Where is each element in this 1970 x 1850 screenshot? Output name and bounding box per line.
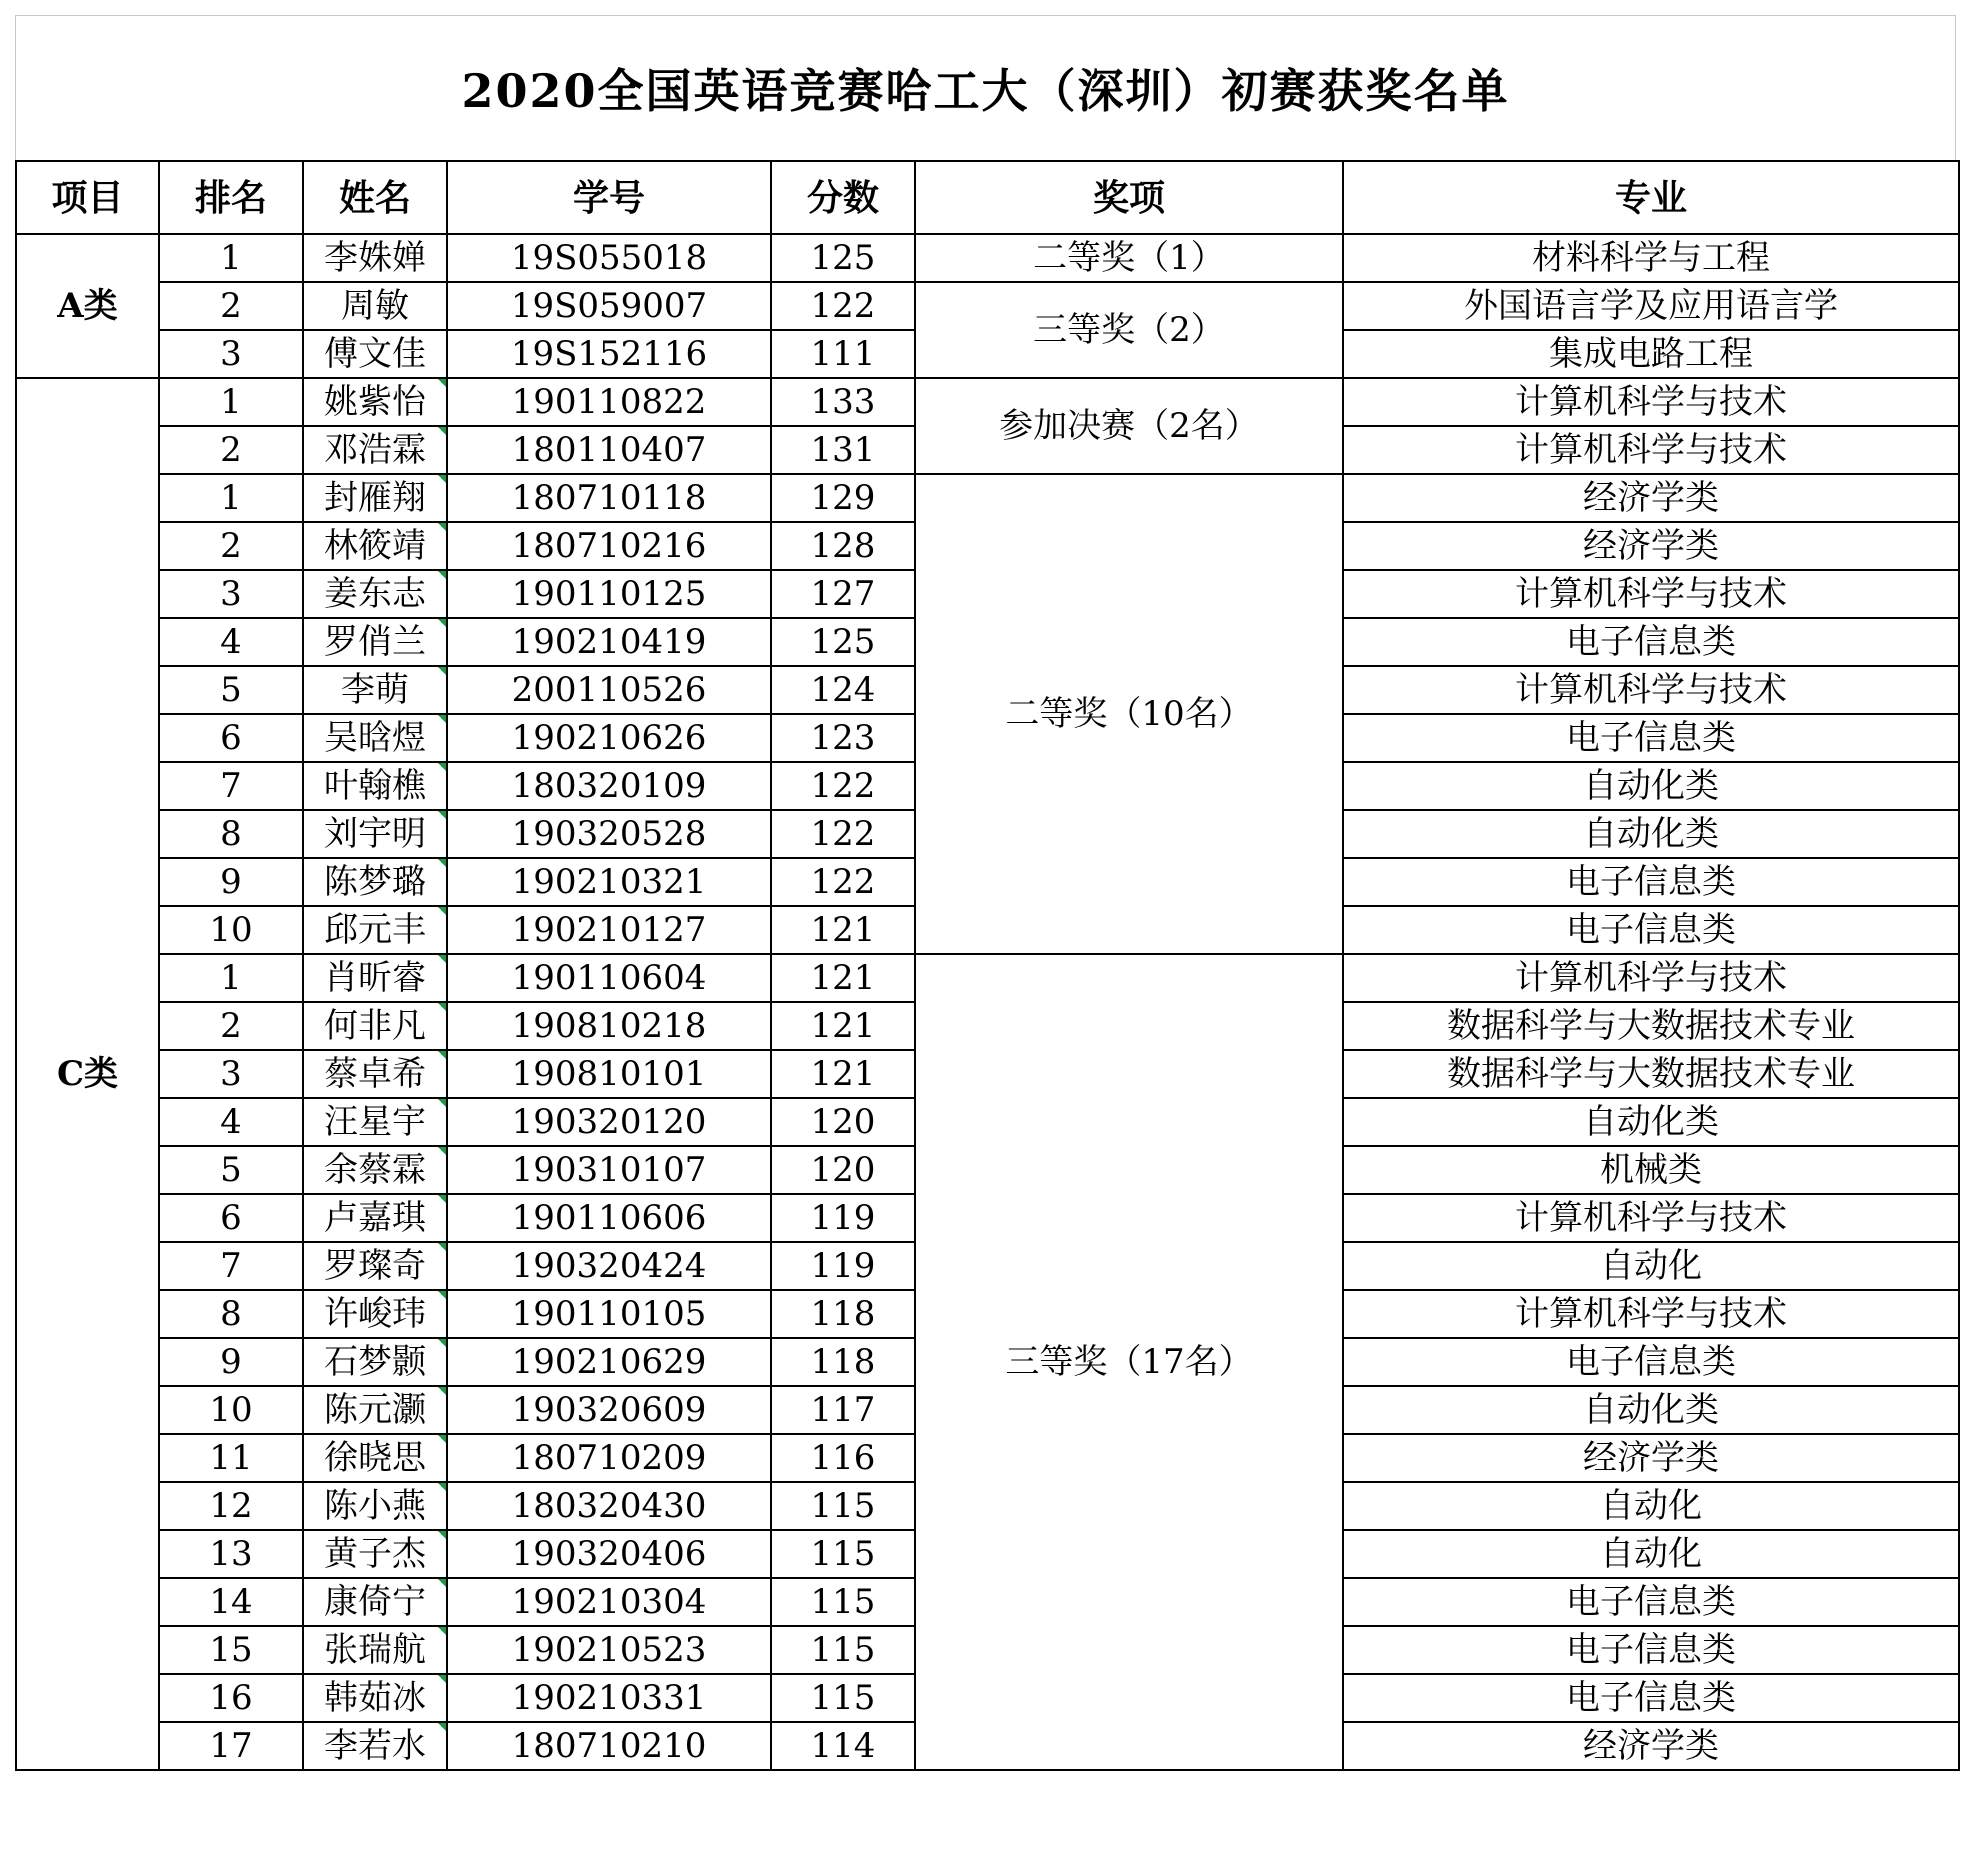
header-award[interactable]: 奖项 bbox=[915, 161, 1343, 234]
student-id-cell[interactable]: 19S059007 bbox=[447, 282, 771, 330]
table-row bbox=[16, 282, 1959, 330]
score-cell[interactable]: 120 bbox=[771, 1098, 915, 1146]
table-row bbox=[16, 954, 1959, 1002]
header-score[interactable]: 分数 bbox=[771, 161, 915, 234]
name-cell[interactable]: 林筱靖 bbox=[303, 522, 447, 570]
name-cell[interactable]: 邱元丰 bbox=[303, 906, 447, 954]
major-cell[interactable]: 数据科学与大数据技术专业 bbox=[1343, 1002, 1959, 1050]
score-cell[interactable]: 122 bbox=[771, 762, 915, 810]
name-cell[interactable]: 陈小燕 bbox=[303, 1482, 447, 1530]
name-cell[interactable]: 李萌 bbox=[303, 666, 447, 714]
student-id-cell[interactable]: 190110604 bbox=[447, 954, 771, 1002]
score-cell[interactable]: 121 bbox=[771, 1050, 915, 1098]
score-cell[interactable]: 128 bbox=[771, 522, 915, 570]
name-cell[interactable]: 卢嘉琪 bbox=[303, 1194, 447, 1242]
student-id-cell[interactable]: 190210331 bbox=[447, 1674, 771, 1722]
rank-cell[interactable]: 12 bbox=[159, 1482, 303, 1530]
rank-cell[interactable]: 4 bbox=[159, 1098, 303, 1146]
major-cell[interactable]: 电子信息类 bbox=[1343, 1338, 1959, 1386]
major-cell[interactable]: 电子信息类 bbox=[1343, 618, 1959, 666]
score-cell[interactable]: 111 bbox=[771, 330, 915, 378]
student-id-cell[interactable]: 190110606 bbox=[447, 1194, 771, 1242]
name-cell[interactable]: 蔡卓希 bbox=[303, 1050, 447, 1098]
name-cell[interactable]: 邓浩霖 bbox=[303, 426, 447, 474]
student-id-cell[interactable]: 190320609 bbox=[447, 1386, 771, 1434]
rank-cell[interactable]: 4 bbox=[159, 618, 303, 666]
student-id-cell[interactable]: 190210626 bbox=[447, 714, 771, 762]
score-cell[interactable]: 115 bbox=[771, 1578, 915, 1626]
score-cell[interactable]: 121 bbox=[771, 954, 915, 1002]
score-cell[interactable]: 119 bbox=[771, 1194, 915, 1242]
student-id-cell[interactable]: 190210127 bbox=[447, 906, 771, 954]
table-row bbox=[16, 378, 1959, 426]
rank-cell[interactable]: 3 bbox=[159, 570, 303, 618]
score-cell[interactable]: 125 bbox=[771, 234, 915, 282]
header-rank[interactable]: 排名 bbox=[159, 161, 303, 234]
header-student-id[interactable]: 学号 bbox=[447, 161, 771, 234]
major-cell[interactable]: 电子信息类 bbox=[1343, 906, 1959, 954]
score-cell[interactable]: 123 bbox=[771, 714, 915, 762]
score-cell[interactable]: 131 bbox=[771, 426, 915, 474]
award-cell[interactable]: 二等奖（10名） bbox=[915, 474, 1343, 954]
rank-cell[interactable]: 10 bbox=[159, 1386, 303, 1434]
rank-cell[interactable]: 10 bbox=[159, 906, 303, 954]
category-cell[interactable]: A类 bbox=[16, 234, 159, 378]
student-id-cell[interactable]: 180710210 bbox=[447, 1722, 771, 1770]
rank-cell[interactable]: 5 bbox=[159, 1146, 303, 1194]
name-cell[interactable]: 余蔡霖 bbox=[303, 1146, 447, 1194]
rank-cell[interactable]: 2 bbox=[159, 282, 303, 330]
student-id-cell[interactable]: 180710209 bbox=[447, 1434, 771, 1482]
major-cell[interactable]: 自动化 bbox=[1343, 1482, 1959, 1530]
rank-cell[interactable]: 3 bbox=[159, 330, 303, 378]
student-id-cell[interactable]: 190810218 bbox=[447, 1002, 771, 1050]
rank-cell[interactable]: 5 bbox=[159, 666, 303, 714]
major-cell[interactable]: 自动化 bbox=[1343, 1530, 1959, 1578]
major-cell[interactable]: 计算机科学与技术 bbox=[1343, 666, 1959, 714]
student-id-cell[interactable]: 190320424 bbox=[447, 1242, 771, 1290]
rank-cell[interactable]: 3 bbox=[159, 1050, 303, 1098]
rank-cell[interactable]: 14 bbox=[159, 1578, 303, 1626]
student-id-cell[interactable]: 19S055018 bbox=[447, 234, 771, 282]
page-title: 2020全国英语竞赛哈工大（深圳）初赛获奖名单 bbox=[461, 64, 1510, 118]
student-id-cell[interactable]: 190210304 bbox=[447, 1578, 771, 1626]
major-cell[interactable]: 计算机科学与技术 bbox=[1343, 954, 1959, 1002]
score-cell[interactable]: 114 bbox=[771, 1722, 915, 1770]
name-cell[interactable]: 李若水 bbox=[303, 1722, 447, 1770]
major-cell[interactable]: 电子信息类 bbox=[1343, 1626, 1959, 1674]
score-cell[interactable]: 115 bbox=[771, 1482, 915, 1530]
major-cell[interactable]: 计算机科学与技术 bbox=[1343, 1194, 1959, 1242]
major-cell[interactable]: 经济学类 bbox=[1343, 522, 1959, 570]
major-cell[interactable]: 计算机科学与技术 bbox=[1343, 570, 1959, 618]
rank-cell[interactable]: 2 bbox=[159, 1002, 303, 1050]
header-category[interactable]: 项目 bbox=[16, 161, 159, 234]
rank-cell[interactable]: 1 bbox=[159, 234, 303, 282]
score-cell[interactable]: 117 bbox=[771, 1386, 915, 1434]
student-id-cell[interactable]: 190110822 bbox=[447, 378, 771, 426]
rank-cell[interactable]: 1 bbox=[159, 378, 303, 426]
category-cell[interactable]: C类 bbox=[16, 378, 159, 1770]
name-cell[interactable]: 叶翰樵 bbox=[303, 762, 447, 810]
major-cell[interactable]: 电子信息类 bbox=[1343, 1578, 1959, 1626]
rank-cell[interactable]: 7 bbox=[159, 1242, 303, 1290]
major-cell[interactable]: 集成电路工程 bbox=[1343, 330, 1959, 378]
name-cell[interactable]: 陈元灏 bbox=[303, 1386, 447, 1434]
student-id-cell[interactable]: 180320109 bbox=[447, 762, 771, 810]
rank-cell[interactable]: 16 bbox=[159, 1674, 303, 1722]
name-cell[interactable]: 封雁翔 bbox=[303, 474, 447, 522]
award-cell[interactable]: 三等奖（17名） bbox=[915, 954, 1343, 1770]
major-cell[interactable]: 自动化类 bbox=[1343, 1098, 1959, 1146]
spreadsheet bbox=[15, 15, 1958, 1836]
major-cell[interactable]: 机械类 bbox=[1343, 1146, 1959, 1194]
score-cell[interactable]: 116 bbox=[771, 1434, 915, 1482]
rank-cell[interactable]: 2 bbox=[159, 522, 303, 570]
rank-cell[interactable]: 8 bbox=[159, 810, 303, 858]
header-name[interactable]: 姓名 bbox=[303, 161, 447, 234]
award-cell[interactable]: 二等奖（1） bbox=[915, 234, 1343, 282]
score-cell[interactable]: 133 bbox=[771, 378, 915, 426]
score-cell[interactable]: 124 bbox=[771, 666, 915, 714]
score-cell[interactable]: 115 bbox=[771, 1674, 915, 1722]
name-cell[interactable]: 刘宇明 bbox=[303, 810, 447, 858]
name-cell[interactable]: 黄子杰 bbox=[303, 1530, 447, 1578]
major-cell[interactable]: 自动化类 bbox=[1343, 810, 1959, 858]
major-cell[interactable]: 经济学类 bbox=[1343, 1722, 1959, 1770]
name-cell[interactable]: 张瑞航 bbox=[303, 1626, 447, 1674]
major-cell[interactable]: 外国语言学及应用语言学 bbox=[1343, 282, 1959, 330]
name-cell[interactable]: 周敏 bbox=[303, 282, 447, 330]
score-cell[interactable]: 122 bbox=[771, 810, 915, 858]
student-id-cell[interactable]: 190320120 bbox=[447, 1098, 771, 1146]
name-cell[interactable]: 姚紫怡 bbox=[303, 378, 447, 426]
student-id-cell[interactable]: 180710216 bbox=[447, 522, 771, 570]
rank-cell[interactable]: 6 bbox=[159, 1194, 303, 1242]
name-cell[interactable]: 石梦颢 bbox=[303, 1338, 447, 1386]
score-cell[interactable]: 121 bbox=[771, 1002, 915, 1050]
rank-cell[interactable]: 9 bbox=[159, 858, 303, 906]
header-row bbox=[16, 161, 1959, 234]
student-id-cell[interactable]: 180320430 bbox=[447, 1482, 771, 1530]
score-cell[interactable]: 118 bbox=[771, 1338, 915, 1386]
name-cell[interactable]: 徐晓思 bbox=[303, 1434, 447, 1482]
rank-cell[interactable]: 8 bbox=[159, 1290, 303, 1338]
score-cell[interactable]: 121 bbox=[771, 906, 915, 954]
major-cell[interactable]: 经济学类 bbox=[1343, 1434, 1959, 1482]
student-id-cell[interactable]: 190810101 bbox=[447, 1050, 771, 1098]
student-id-cell[interactable]: 180110407 bbox=[447, 426, 771, 474]
score-cell[interactable]: 129 bbox=[771, 474, 915, 522]
student-id-cell[interactable]: 190310107 bbox=[447, 1146, 771, 1194]
award-cell[interactable]: 参加决赛（2名） bbox=[915, 378, 1343, 474]
major-cell[interactable]: 自动化 bbox=[1343, 1242, 1959, 1290]
rank-cell[interactable]: 2 bbox=[159, 426, 303, 474]
major-cell[interactable]: 电子信息类 bbox=[1343, 714, 1959, 762]
student-id-cell[interactable]: 190320406 bbox=[447, 1530, 771, 1578]
student-id-cell[interactable]: 180710118 bbox=[447, 474, 771, 522]
score-cell[interactable]: 118 bbox=[771, 1290, 915, 1338]
student-id-cell[interactable]: 190110105 bbox=[447, 1290, 771, 1338]
major-cell[interactable]: 自动化类 bbox=[1343, 1386, 1959, 1434]
rank-cell[interactable]: 7 bbox=[159, 762, 303, 810]
major-cell[interactable]: 计算机科学与技术 bbox=[1343, 426, 1959, 474]
rank-cell[interactable]: 15 bbox=[159, 1626, 303, 1674]
score-cell[interactable]: 125 bbox=[771, 618, 915, 666]
score-cell[interactable]: 120 bbox=[771, 1146, 915, 1194]
name-cell[interactable]: 许峻玮 bbox=[303, 1290, 447, 1338]
name-cell[interactable]: 李姝婵 bbox=[303, 234, 447, 282]
student-id-cell[interactable]: 190210419 bbox=[447, 618, 771, 666]
rank-cell[interactable]: 1 bbox=[159, 474, 303, 522]
major-cell[interactable]: 数据科学与大数据技术专业 bbox=[1343, 1050, 1959, 1098]
score-cell[interactable]: 115 bbox=[771, 1626, 915, 1674]
major-cell[interactable]: 电子信息类 bbox=[1343, 1674, 1959, 1722]
name-cell[interactable]: 韩茹冰 bbox=[303, 1674, 447, 1722]
rank-cell[interactable]: 17 bbox=[159, 1722, 303, 1770]
student-id-cell[interactable]: 190210321 bbox=[447, 858, 771, 906]
rank-cell[interactable]: 6 bbox=[159, 714, 303, 762]
student-id-cell[interactable]: 190110125 bbox=[447, 570, 771, 618]
title-cell[interactable] bbox=[15, 15, 1956, 160]
student-id-cell[interactable]: 190210523 bbox=[447, 1626, 771, 1674]
award-cell[interactable]: 三等奖（2） bbox=[915, 282, 1343, 378]
name-cell[interactable]: 吴晗煜 bbox=[303, 714, 447, 762]
major-cell[interactable]: 计算机科学与技术 bbox=[1343, 1290, 1959, 1338]
student-id-cell[interactable]: 200110526 bbox=[447, 666, 771, 714]
rank-cell[interactable]: 1 bbox=[159, 954, 303, 1002]
name-cell[interactable]: 姜东志 bbox=[303, 570, 447, 618]
major-cell[interactable]: 计算机科学与技术 bbox=[1343, 378, 1959, 426]
score-cell[interactable]: 115 bbox=[771, 1530, 915, 1578]
name-cell[interactable]: 陈梦璐 bbox=[303, 858, 447, 906]
table-row bbox=[16, 474, 1959, 522]
rank-cell[interactable]: 13 bbox=[159, 1530, 303, 1578]
student-id-cell[interactable]: 190210629 bbox=[447, 1338, 771, 1386]
major-cell[interactable]: 经济学类 bbox=[1343, 474, 1959, 522]
major-cell[interactable]: 电子信息类 bbox=[1343, 858, 1959, 906]
score-cell[interactable]: 122 bbox=[771, 282, 915, 330]
name-cell[interactable]: 肖昕睿 bbox=[303, 954, 447, 1002]
header-major[interactable]: 专业 bbox=[1343, 161, 1959, 234]
student-id-cell[interactable]: 19S152116 bbox=[447, 330, 771, 378]
award-table bbox=[15, 160, 1960, 1771]
score-cell[interactable]: 127 bbox=[771, 570, 915, 618]
table-row bbox=[16, 234, 1959, 282]
student-id-cell[interactable]: 190320528 bbox=[447, 810, 771, 858]
name-cell[interactable]: 罗俏兰 bbox=[303, 618, 447, 666]
score-cell[interactable]: 122 bbox=[771, 858, 915, 906]
rank-cell[interactable]: 9 bbox=[159, 1338, 303, 1386]
name-cell[interactable]: 康倚宁 bbox=[303, 1578, 447, 1626]
major-cell[interactable]: 材料科学与工程 bbox=[1343, 234, 1959, 282]
name-cell[interactable]: 罗璨奇 bbox=[303, 1242, 447, 1290]
rank-cell[interactable]: 11 bbox=[159, 1434, 303, 1482]
name-cell[interactable]: 何非凡 bbox=[303, 1002, 447, 1050]
score-cell[interactable]: 119 bbox=[771, 1242, 915, 1290]
name-cell[interactable]: 汪星宇 bbox=[303, 1098, 447, 1146]
name-cell[interactable]: 傅文佳 bbox=[303, 330, 447, 378]
major-cell[interactable]: 自动化类 bbox=[1343, 762, 1959, 810]
